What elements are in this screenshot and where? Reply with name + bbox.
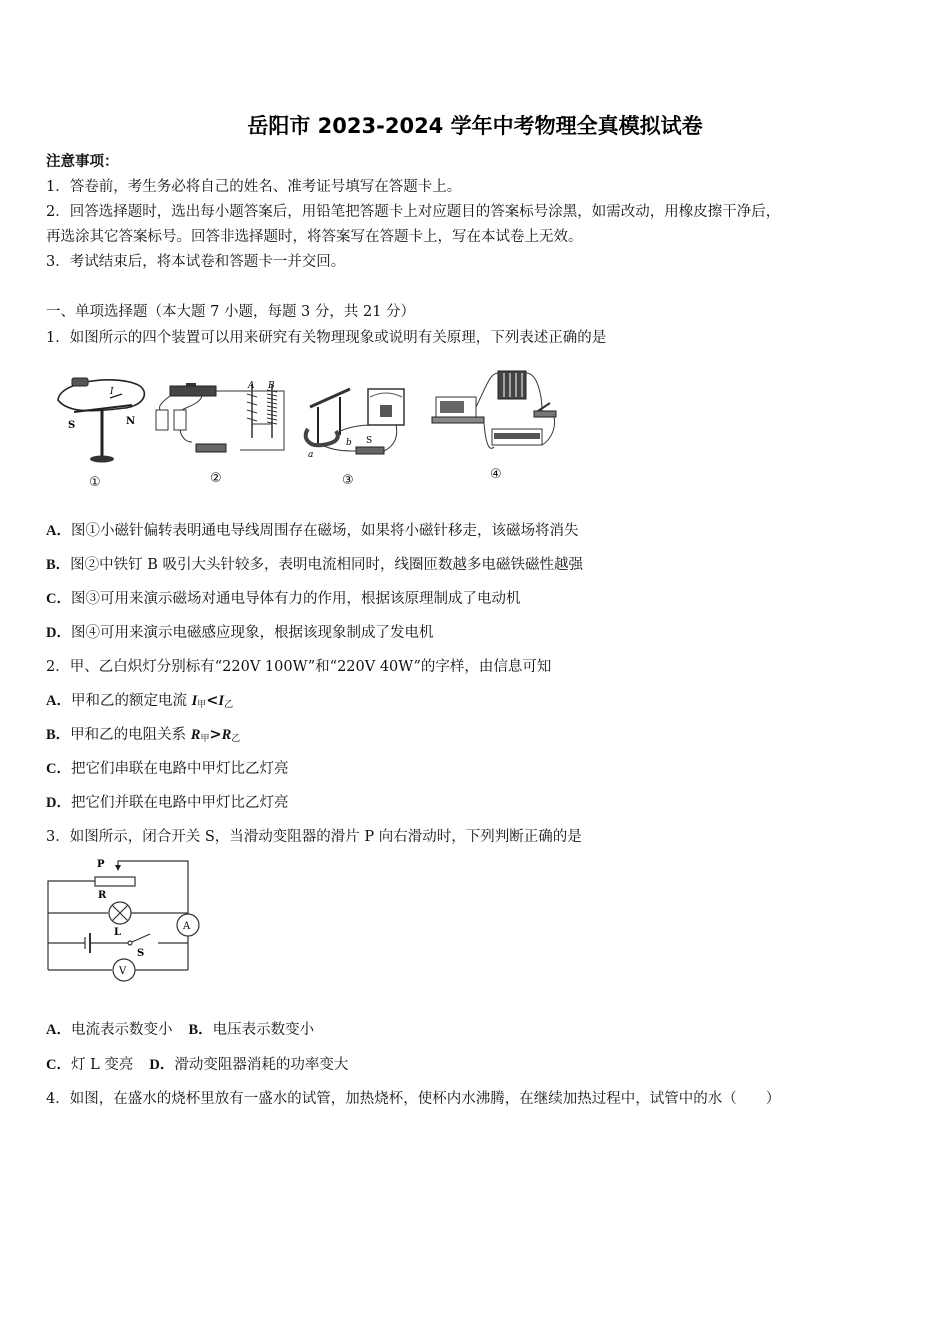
q1-option-b: B．图②中铁钉 B 吸引大头针较多，表明电流相同时，线圈匝数越多电磁铁磁性越强	[46, 557, 584, 573]
figure-circuit-diagram	[40, 855, 205, 985]
figure-1-label-n: N	[126, 416, 136, 427]
figure-1-label: ①	[89, 475, 101, 490]
q3-options-row-2: C．灯 L 变亮 D．滑动变阻器消耗的功率变大	[46, 1057, 349, 1073]
notice-item-2-cont: 再选涂其它答案标号。回答非选择题时，将答案写在答题卡上，写在本试卷上无效。	[46, 229, 583, 245]
figure-1-oersted	[50, 372, 150, 467]
q1-option-c: C．图③可用来演示磁场对通电导体有力的作用，根据该原理制成了电动机	[46, 591, 521, 607]
q2-option-c: C．把它们串联在电路中甲灯比乙灯亮	[46, 761, 289, 777]
q3-options-row-1: A．电流表示数变小 B．电压表示数变小	[46, 1022, 315, 1038]
circuit-label-p: P	[97, 859, 105, 870]
q2-option-a: A．甲和乙的额定电流 $I_甲<I_乙$	[46, 692, 234, 710]
notice-item-3: 3．考试结束后，将本试卷和答题卡一并交回。	[46, 254, 346, 270]
voltmeter-label: V	[119, 966, 127, 977]
question-4-stem: 4．如图，在盛水的烧杯里放有一盛水的试管，加热烧杯，使杯内水沸腾，在继续加热过程中，试管中的水（ ）	[46, 1091, 781, 1107]
notice-item-1: 1．答卷前，考生务必将自己的姓名、准考证号填写在答题卡上。	[46, 179, 462, 195]
figure-1-label-i: I	[110, 387, 114, 397]
q2-option-d: D．把它们并联在电路中甲灯比乙灯亮	[46, 795, 289, 811]
figure-2-label-b: B	[268, 381, 275, 391]
figure-3-motor-principle	[300, 385, 410, 465]
figure-4-label: ④	[490, 467, 502, 482]
notice-heading: 注意事项：	[46, 153, 119, 170]
circuit-label-l: L	[114, 927, 122, 938]
section-heading: 一、单项选择题（本大题 7 小题，每题 3 分，共 21 分）	[46, 304, 416, 320]
figure-2-label: ②	[210, 471, 222, 486]
question-3-stem: 3．如图所示，闭合开关 S，当滑动变阻器的滑片 P 向右滑动时，下列判断正确的是	[46, 829, 582, 845]
circuit-label-s: S	[137, 948, 145, 959]
circuit-label-r: R	[98, 890, 107, 901]
figure-2-electromagnets	[152, 380, 292, 462]
page-title: 岳阳市 2023-2024 学年中考物理全真模拟试卷	[247, 114, 703, 138]
ammeter-label: A	[183, 921, 191, 932]
q1-option-d: D．图④可用来演示电磁感应现象，根据该现象制成了发电机	[46, 625, 434, 641]
figure-3-label-a: a	[308, 450, 314, 460]
q2-option-b: B．甲和乙的电阻关系 $R_甲>R_乙$	[46, 726, 241, 744]
figure-3-label-s: S	[366, 436, 373, 446]
figure-3-label-b: b	[346, 438, 352, 448]
question-2-stem: 2．甲、乙白炽灯分别标有“220V 100W”和“220V 40W”的字样，由信息可知	[46, 659, 552, 675]
figure-4-generator-setup	[430, 367, 560, 462]
figure-3-label: ③	[342, 473, 354, 488]
q1-option-a: A．图①小磁针偏转表明通电导线周围存在磁场，如果将小磁针移走，该磁场将消失	[46, 523, 579, 539]
figure-1-label-s: S	[68, 420, 76, 431]
figure-2-label-a: A	[248, 381, 255, 391]
notice-item-2: 2．回答选择题时，选出每小题答案后，用铅笔把答题卡上对应题目的答案标号涂黑，如需改动，用橡皮擦干净后，	[46, 204, 781, 220]
question-1-stem: 1．如图所示的四个装置可以用来研究有关物理现象或说明有关原理，下列表述正确的是	[46, 330, 607, 346]
